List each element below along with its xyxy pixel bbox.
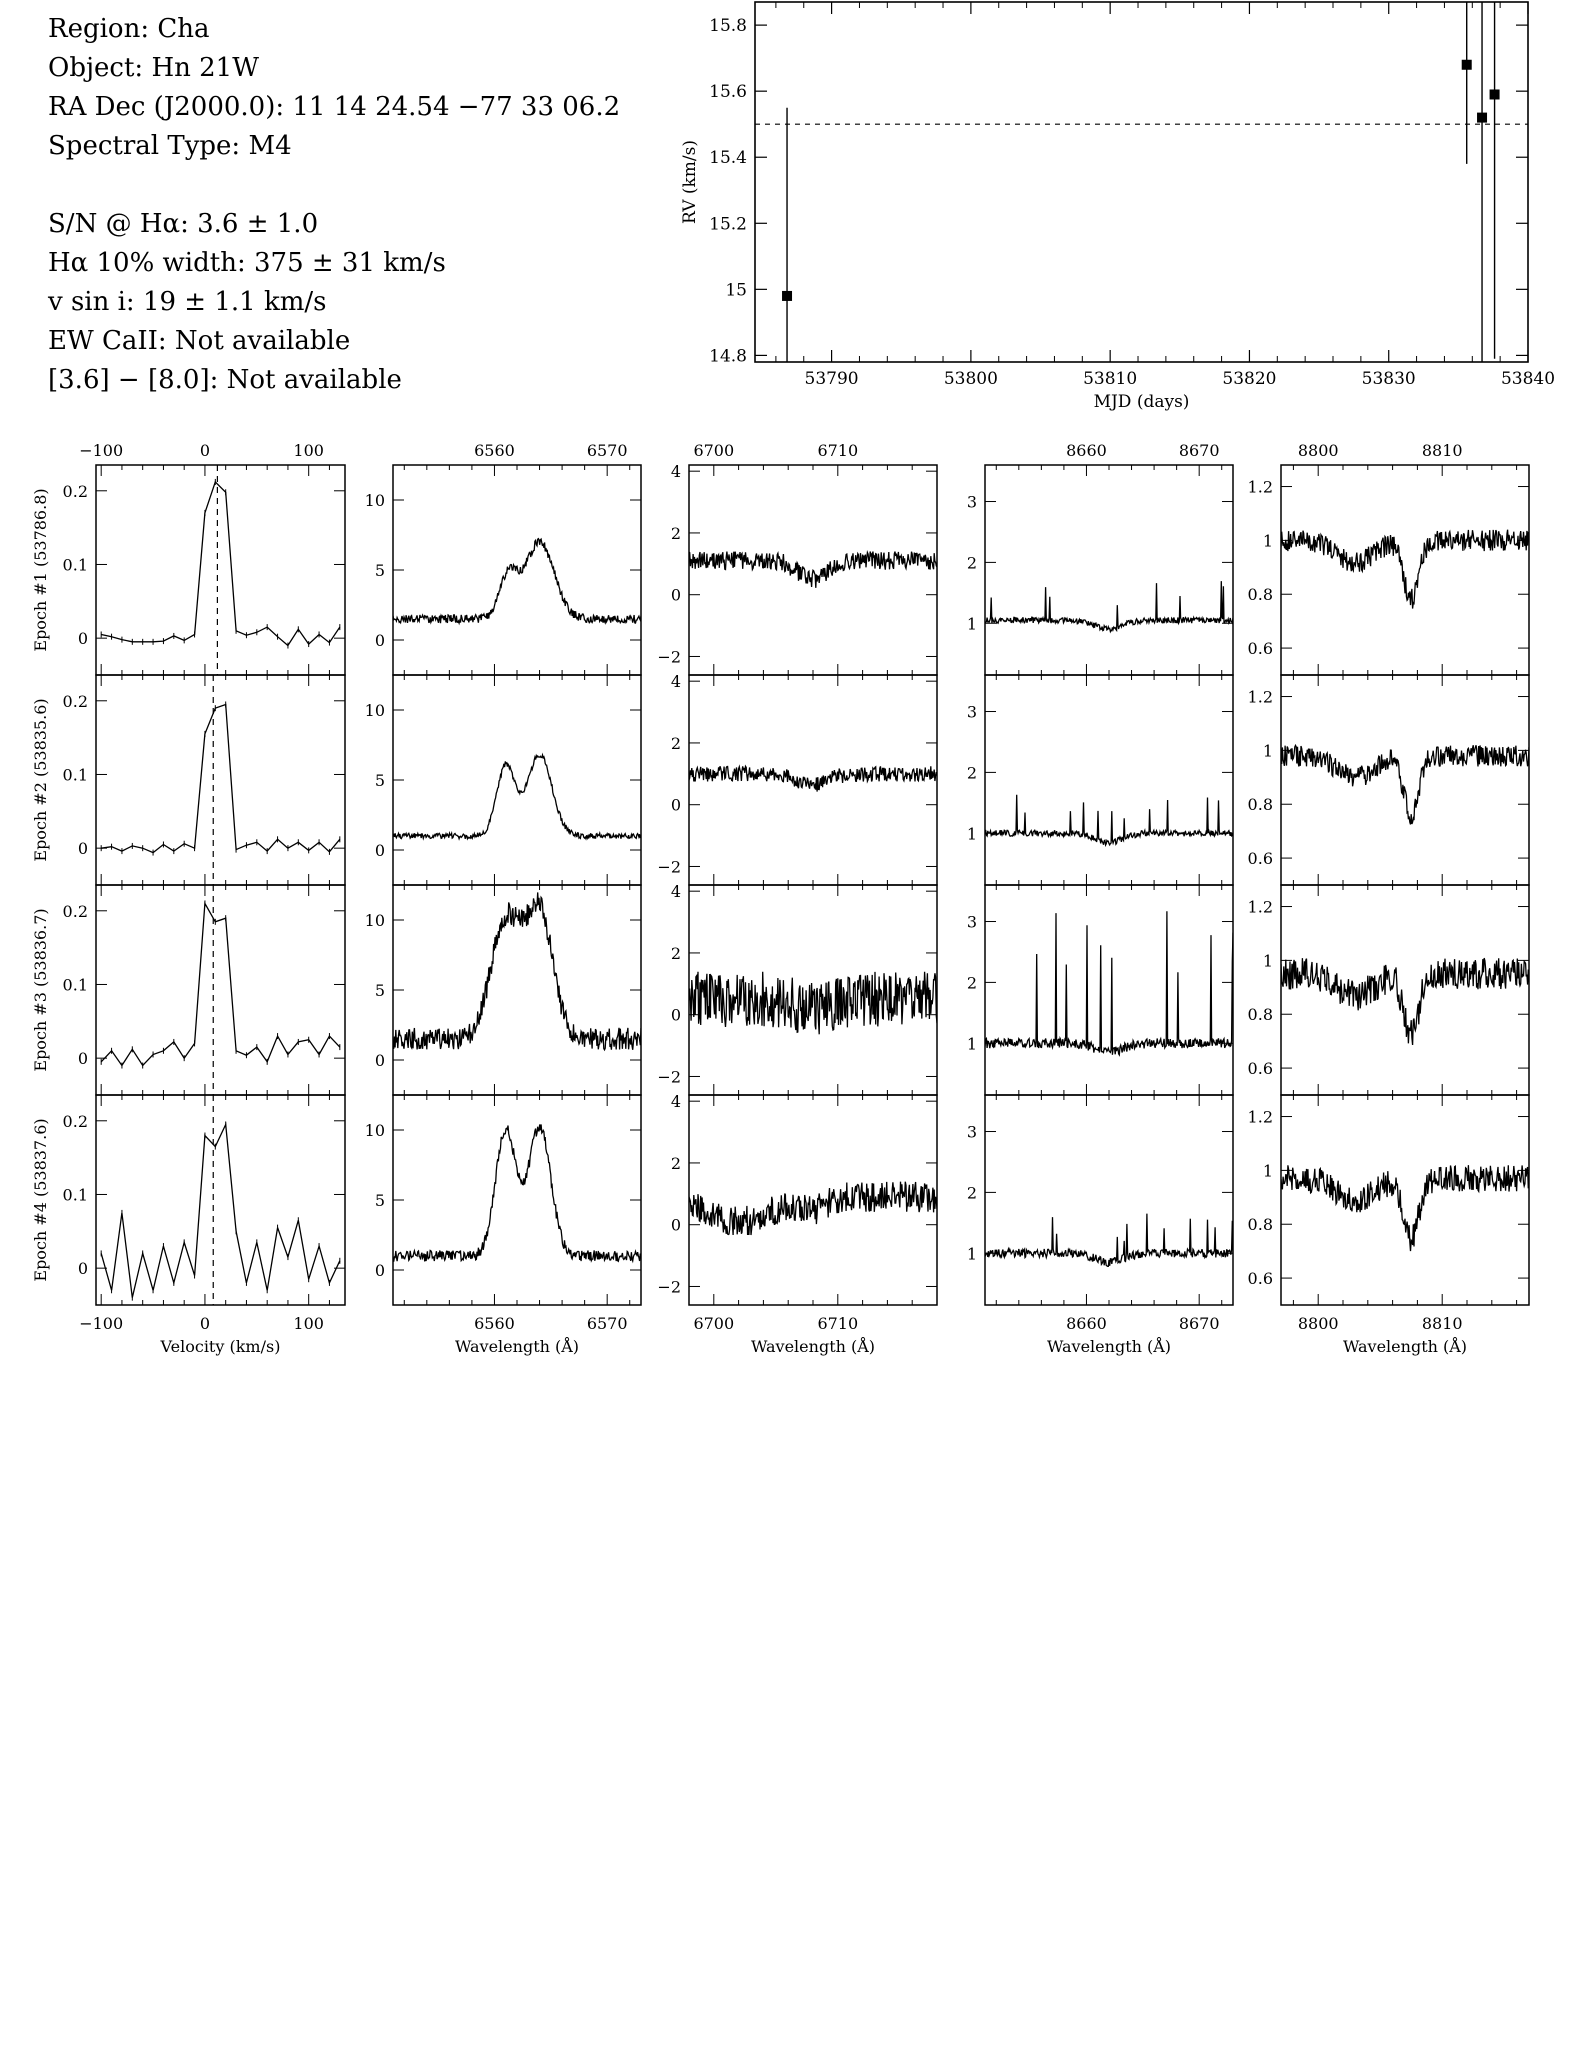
info-coordinates: RA Dec (J2000.0): 11 14 24.54 −77 33 06.2 (48, 92, 621, 122)
x-tick-label-bottom: −100 (79, 1314, 124, 1333)
panel-frame (1281, 675, 1529, 885)
epoch-label: Epoch #3 (53836.7) (31, 908, 50, 1072)
y-tick-label: 2 (966, 1183, 977, 1203)
spectrum-line (985, 795, 1233, 845)
y-tick-label: 1 (966, 614, 977, 634)
panel-halpha-epoch-2 (365, 675, 641, 885)
panel-red8800-epoch-2 (1248, 675, 1529, 885)
x-tick-label-bottom: 8800 (1297, 1314, 1339, 1333)
rv-plot-frame (755, 2, 1528, 362)
spectrum-line (393, 755, 641, 839)
spectrum-line (393, 1124, 641, 1261)
x-tick-label-top: 8670 (1178, 441, 1220, 460)
x-tick-label-top: 6700 (693, 441, 735, 460)
rv-point (782, 291, 792, 301)
y-tick-label: 1 (1262, 531, 1273, 551)
info-snr: S/N @ Hα: 3.6 ± 1.0 (48, 209, 319, 239)
y-tick-label: 1.2 (1247, 477, 1273, 497)
x-tick-label-bottom: 8660 (1066, 1314, 1107, 1333)
x-tick-label-bottom: 8670 (1178, 1314, 1220, 1333)
y-tick-label: 0.8 (1247, 585, 1273, 605)
y-tick-label: 1 (966, 824, 977, 844)
epoch-label: Epoch #2 (53835.6) (31, 698, 50, 862)
y-tick-label: 3 (966, 1122, 977, 1142)
y-tick-label: 0 (374, 1261, 385, 1280)
y-tick-label: 0.8 (1247, 795, 1273, 815)
spectrum-line (1281, 1165, 1529, 1251)
spectrum-line (1281, 745, 1529, 824)
y-tick-label: 0 (670, 585, 681, 605)
x-axis-label: Wavelength (Å) (1342, 1337, 1468, 1356)
info-irac-color: [3.6] − [8.0]: Not available (48, 365, 402, 395)
y-tick-label: 2 (670, 943, 681, 963)
x-tick-label-bottom: 6560 (474, 1314, 515, 1333)
x-tick-label-top: 100 (293, 441, 324, 460)
panel-frame (393, 675, 641, 885)
y-tick-label: 0.1 (62, 975, 88, 995)
y-tick-label: 2 (966, 763, 977, 783)
rv-y-tick-label: 15.6 (709, 82, 747, 103)
y-tick-label: 3 (966, 492, 977, 512)
y-tick-label: 0.6 (1247, 639, 1273, 659)
panel-column-lithium (657, 441, 937, 1356)
rv-plot (680, 0, 1555, 484)
panel-red8800-epoch-1 (1248, 441, 1529, 675)
y-tick-label: 0.1 (62, 555, 88, 575)
x-tick-label-top: −100 (79, 441, 124, 460)
spectrum-line (1281, 958, 1529, 1045)
y-tick-label: 4 (670, 882, 681, 902)
y-tick-label: 10 (364, 1121, 385, 1140)
spectrum-line (689, 766, 937, 791)
rv-x-label: MJD (days) (1093, 392, 1190, 412)
spectrum-line (985, 911, 1233, 1055)
y-tick-label: 5 (374, 981, 385, 1000)
rv-y-tick-label: 15 (725, 280, 747, 301)
y-tick-label: 0.8 (1247, 1005, 1273, 1025)
spectrum-line (689, 552, 937, 588)
epoch-label: Epoch #4 (53837.6) (31, 1118, 50, 1282)
panel-column-halpha (365, 441, 641, 1356)
y-tick-label: 1 (966, 1244, 977, 1264)
spectrum-line (101, 482, 340, 646)
spectrum-line (393, 539, 641, 624)
panel-lithium-epoch-3 (657, 882, 937, 1095)
panel-frame (1281, 885, 1529, 1095)
x-axis-label: Wavelength (Å) (454, 1337, 580, 1356)
panel-lithium-epoch-1 (657, 441, 937, 675)
y-tick-label: 0 (374, 841, 385, 860)
rv-x-tick-label: 53820 (1222, 369, 1277, 389)
y-tick-label: 4 (670, 1092, 681, 1112)
spectrum-line (101, 705, 340, 853)
y-tick-label: 0.2 (62, 1111, 88, 1131)
panel-frame (985, 675, 1233, 885)
spectrum-line (985, 581, 1233, 632)
x-tick-label-top: 0 (199, 441, 211, 460)
x-tick-label-bottom: 6710 (817, 1314, 859, 1333)
y-tick-label: 2 (670, 1153, 681, 1173)
rv-x-tick-label: 53810 (1083, 369, 1138, 389)
y-tick-label: 3 (966, 702, 977, 722)
y-tick-label: 4 (670, 462, 681, 482)
x-tick-label-bottom: 6700 (693, 1314, 735, 1333)
x-tick-label-bottom: 100 (293, 1314, 324, 1333)
y-tick-label: 0 (670, 1215, 681, 1235)
rv-y-tick-label: 15.4 (709, 148, 747, 169)
rv-point (1490, 89, 1500, 99)
y-tick-label: 1.2 (1247, 687, 1273, 707)
panel-red8800-epoch-4 (1248, 1095, 1529, 1356)
spectrum-line (1281, 530, 1529, 609)
y-tick-label: 2 (966, 973, 977, 993)
y-tick-label: 0.2 (62, 691, 88, 711)
panel-cat8662-epoch-3 (967, 885, 1233, 1095)
spectrum-line (101, 903, 340, 1065)
rv-y-tick-label: 14.8 (709, 346, 747, 367)
y-tick-label: 0 (374, 1051, 385, 1070)
y-tick-label: 10 (364, 911, 385, 930)
info-spectral-type: Spectral Type: M4 (48, 131, 292, 161)
panel-frame (1281, 465, 1529, 675)
rv-point (1477, 113, 1487, 123)
panel-red8800-epoch-3 (1248, 885, 1529, 1095)
y-tick-label: −2 (657, 857, 681, 877)
panel-velocity-epoch-3 (31, 885, 345, 1095)
y-tick-label: −2 (657, 1277, 681, 1297)
epoch-label: Epoch #1 (53786.8) (31, 488, 50, 652)
x-axis-label: Wavelength (Å) (1046, 1337, 1172, 1356)
info-region: Region: Cha (48, 14, 210, 44)
panel-cat8662-epoch-1 (967, 441, 1233, 675)
info-object: Object: Hn 21W (48, 53, 259, 83)
y-tick-label: 1 (1262, 1161, 1273, 1181)
y-tick-label: 1 (1262, 951, 1273, 971)
rv-x-tick-label: 53790 (804, 369, 859, 389)
rv-y-tick-label: 15.8 (709, 16, 747, 37)
panel-frame (393, 1095, 641, 1305)
y-tick-label: −2 (657, 1067, 681, 1087)
y-tick-label: 0.6 (1247, 1059, 1273, 1079)
y-tick-label: −2 (657, 647, 681, 667)
y-tick-label: 0 (670, 795, 681, 815)
y-tick-label: 0 (77, 1049, 88, 1069)
y-tick-label: 0.6 (1247, 1269, 1273, 1289)
panel-halpha-epoch-3 (365, 885, 641, 1095)
panel-frame (1281, 1095, 1529, 1305)
y-tick-label: 4 (670, 672, 681, 692)
spectrum-line (689, 972, 937, 1035)
x-tick-label-bottom: 0 (199, 1314, 211, 1333)
y-tick-label: 2 (966, 553, 977, 573)
x-tick-label-top: 8800 (1297, 441, 1339, 460)
panel-lithium-epoch-4 (657, 1092, 937, 1356)
x-tick-label-bottom: 6570 (586, 1314, 628, 1333)
rv-x-tick-label: 53830 (1361, 369, 1416, 389)
panel-velocity-epoch-2 (31, 675, 345, 885)
x-tick-label-top: 6710 (817, 441, 859, 460)
spectrum-line (393, 892, 641, 1049)
y-tick-label: 5 (374, 1191, 385, 1210)
y-tick-label: 2 (670, 733, 681, 753)
x-tick-label-top: 6570 (586, 441, 628, 460)
rv-x-tick-label: 53840 (1500, 369, 1556, 389)
y-tick-label: 0.6 (1247, 849, 1273, 869)
x-axis-label: Wavelength (Å) (750, 1337, 876, 1356)
spectrum-line (985, 1214, 1233, 1267)
y-tick-label: 1.2 (1247, 1107, 1273, 1127)
rv-x-tick-label: 53800 (943, 369, 998, 389)
y-tick-label: 0.2 (62, 481, 88, 501)
y-tick-label: 1 (1262, 741, 1273, 761)
y-tick-label: 5 (374, 561, 385, 580)
panel-column-cat8662 (967, 441, 1233, 1356)
y-tick-label: 2 (670, 523, 681, 543)
panel-halpha-epoch-1 (365, 441, 641, 675)
rv-y-label: RV (km/s) (680, 139, 700, 225)
y-tick-label: 1.2 (1247, 897, 1273, 917)
panel-lithium-epoch-2 (657, 672, 937, 885)
panel-frame (985, 885, 1233, 1095)
panel-frame (689, 675, 937, 885)
x-tick-label-top: 6560 (474, 441, 515, 460)
y-tick-label: 0.8 (1247, 1215, 1273, 1235)
info-halpha-width: Hα 10% width: 375 ± 31 km/s (48, 248, 446, 278)
y-tick-label: 0.2 (62, 901, 88, 921)
info-vsini: v sin i: 19 ± 1.1 km/s (48, 287, 327, 317)
y-tick-label: 0.1 (62, 765, 88, 785)
y-tick-label: 0 (670, 1005, 681, 1025)
panel-velocity-epoch-1 (31, 441, 345, 675)
info-ew-caii: EW CaII: Not available (48, 326, 351, 356)
y-tick-label: 0 (77, 629, 88, 649)
spectrum-line (101, 1125, 340, 1298)
spectrum-line (689, 1182, 937, 1235)
panel-cat8662-epoch-4 (967, 1095, 1233, 1356)
panel-column-red8800 (1248, 441, 1529, 1356)
panel-halpha-epoch-4 (365, 1095, 641, 1356)
panel-velocity-epoch-4 (31, 1095, 345, 1356)
x-tick-label-top: 8810 (1421, 441, 1463, 460)
x-tick-label-top: 8660 (1066, 441, 1107, 460)
y-tick-label: 0 (374, 631, 385, 650)
panel-column-velocity (31, 441, 345, 1356)
x-tick-label-bottom: 8810 (1421, 1314, 1463, 1333)
x-axis-label: Velocity (km/s) (160, 1337, 281, 1356)
y-tick-label: 0 (77, 839, 88, 859)
y-tick-label: 10 (364, 701, 385, 720)
y-tick-label: 1 (966, 1034, 977, 1054)
panel-frame (985, 1095, 1233, 1305)
rv-point (1462, 60, 1472, 70)
panel-cat8662-epoch-2 (967, 675, 1233, 885)
panel-frame (96, 885, 345, 1095)
y-tick-label: 0.1 (62, 1185, 88, 1205)
y-tick-label: 0 (77, 1259, 88, 1279)
rv-y-tick-label: 15.2 (709, 214, 747, 235)
y-tick-label: 3 (966, 912, 977, 932)
y-tick-label: 10 (364, 491, 385, 510)
y-tick-label: 5 (374, 771, 385, 790)
panel-frame (985, 465, 1233, 675)
